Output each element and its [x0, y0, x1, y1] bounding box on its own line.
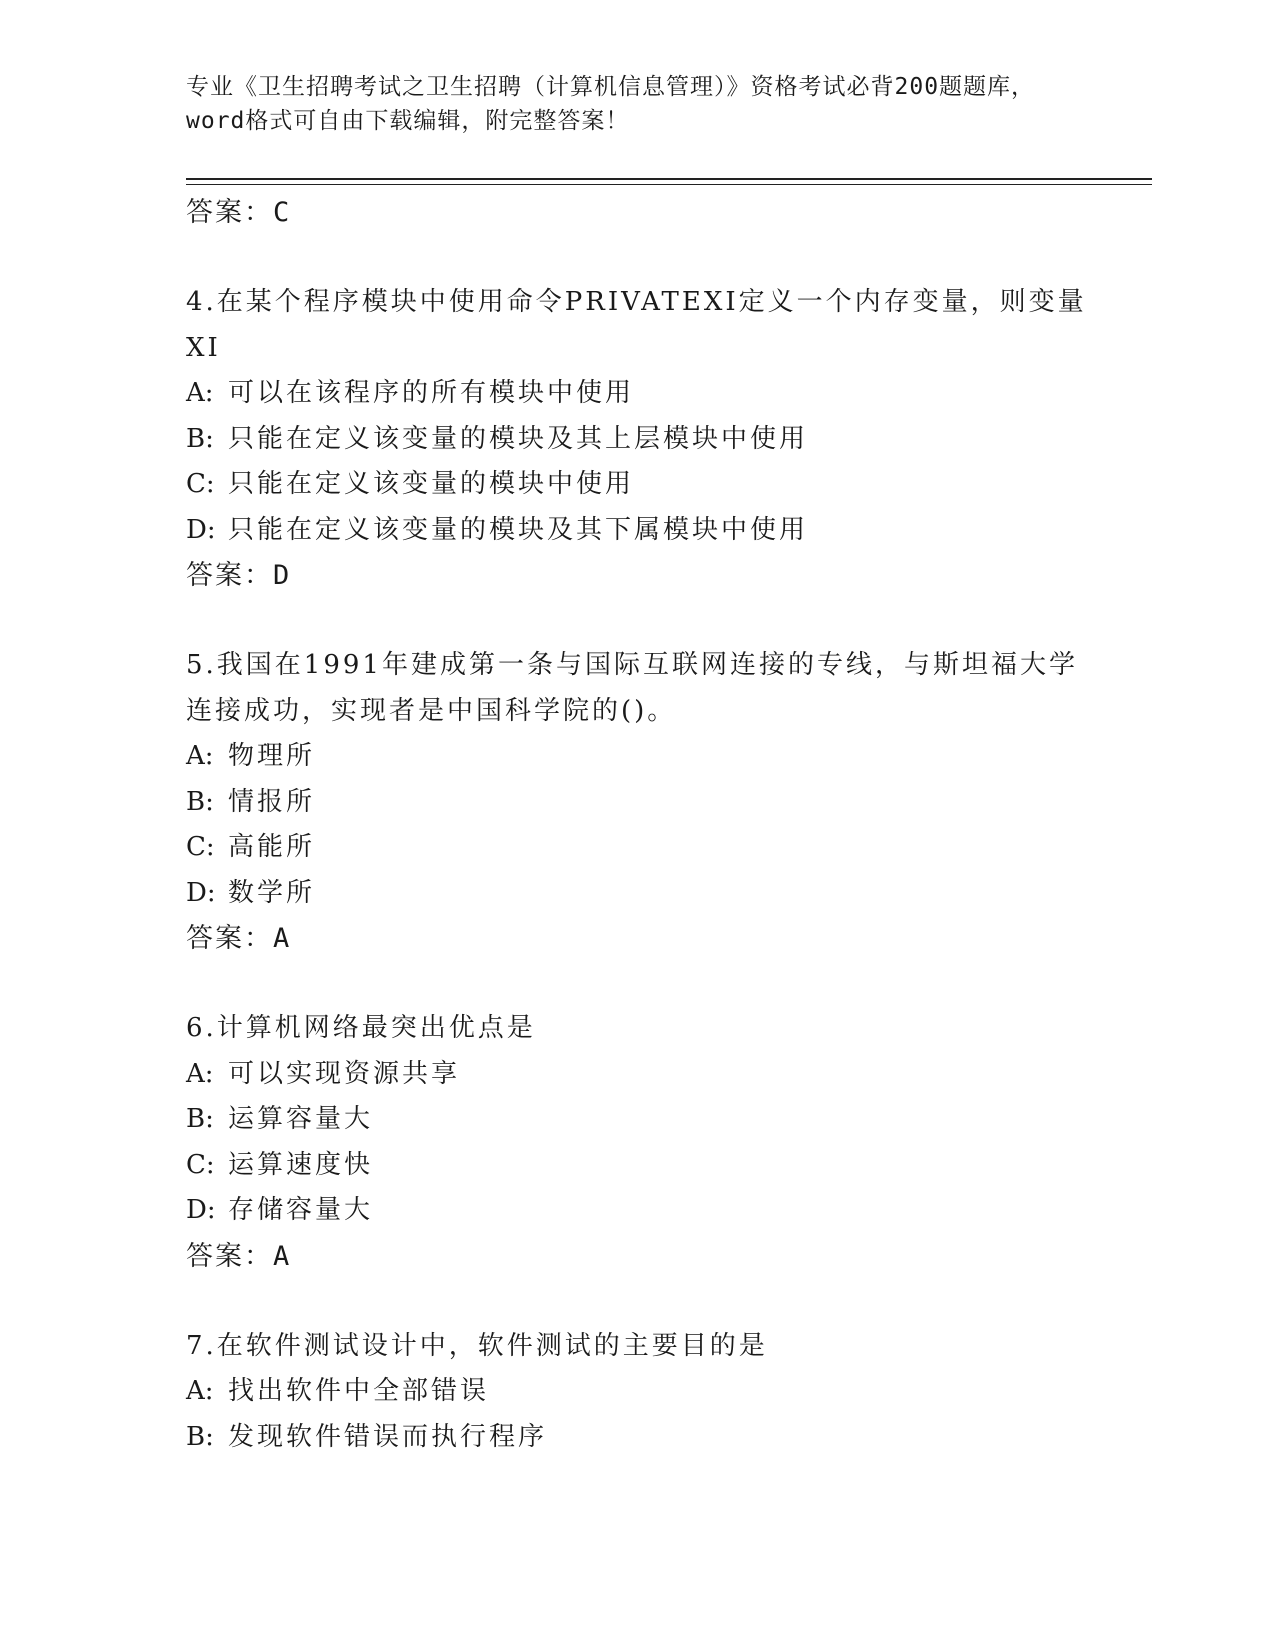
option-d — [186, 508, 1146, 554]
option-a — [186, 1052, 1146, 1098]
option-key: A: — [186, 1058, 214, 1089]
question-gap — [186, 1280, 1146, 1324]
option-text: 只能在定义该变量的模块中使用 — [228, 469, 635, 499]
option-key: C: — [186, 1149, 215, 1180]
option-key: A: — [186, 378, 214, 408]
option-text: 物理所 — [228, 741, 316, 771]
option-text: 高能所 — [228, 832, 316, 862]
option-c — [186, 1143, 1146, 1189]
answer-line — [186, 916, 1146, 962]
answer-value: D — [273, 560, 292, 591]
header-line-2: word格式可自由下载编辑，附完整答案！ — [186, 108, 630, 134]
answer-line — [186, 553, 1146, 599]
option-text: 运算速度快 — [228, 1149, 374, 1180]
option-key: B: — [186, 1421, 214, 1452]
question-list — [186, 190, 1146, 1460]
header-rule-thin — [186, 184, 1152, 185]
option-key: A: — [186, 741, 214, 771]
option-text: 可以实现资源共享 — [228, 1058, 461, 1089]
answer-line — [186, 1234, 1146, 1280]
option-d — [186, 1188, 1146, 1234]
option-key: C: — [186, 469, 215, 499]
answer-label: 答案： — [186, 197, 273, 228]
option-b — [186, 417, 1146, 463]
option-b — [186, 780, 1146, 826]
option-key: D: — [186, 514, 216, 545]
option-key: B: — [186, 786, 214, 817]
question-5 — [186, 643, 1146, 962]
option-text: 找出软件中全部错误 — [228, 1376, 490, 1406]
question-text-line: XI — [186, 332, 221, 363]
option-key: C: — [186, 832, 215, 862]
question-gap — [186, 962, 1146, 1006]
answer-value: C — [273, 197, 292, 228]
answer-label: 答案： — [186, 923, 273, 954]
question-text-line: 6.计算机网络最突出优点是 — [186, 1013, 536, 1043]
answer-value: A — [273, 1240, 292, 1272]
option-a — [186, 734, 1146, 780]
header-rule-thick — [186, 178, 1152, 180]
question-text-line: 4.在某个程序模块中使用命令PRIVATEXI定义一个内存变量，则变量 — [186, 287, 1087, 317]
answer-label: 答案： — [186, 1240, 273, 1272]
question-gap — [186, 236, 1146, 280]
header-line-1: 专业《卫生招聘考试之卫生招聘（计算机信息管理）》资格考试必背200题题库， — [186, 74, 1036, 100]
option-text: 可以在该程序的所有模块中使用 — [228, 378, 635, 408]
answer-label: 答案： — [186, 560, 273, 591]
option-text: 数学所 — [228, 877, 316, 908]
question-6 — [186, 1006, 1146, 1280]
answer-value: A — [273, 923, 292, 954]
option-c — [186, 825, 1146, 871]
option-a — [186, 1369, 1146, 1415]
option-d — [186, 871, 1146, 917]
option-key: D: — [186, 877, 216, 908]
option-text: 只能在定义该变量的模块及其上层模块中使用 — [228, 423, 809, 454]
question-text-line: 连接成功，实现者是中国科学院的()。 — [186, 695, 677, 726]
answer-line — [186, 190, 1146, 236]
option-c — [186, 462, 1146, 508]
option-text: 发现软件错误而执行程序 — [228, 1421, 548, 1452]
option-key: A: — [186, 1376, 214, 1406]
option-text: 运算容量大 — [228, 1104, 374, 1134]
document-header — [186, 70, 1086, 138]
question-4 — [186, 280, 1146, 599]
option-key: D: — [186, 1195, 216, 1225]
option-text: 只能在定义该变量的模块及其下属模块中使用 — [228, 514, 809, 545]
question-7 — [186, 1324, 1146, 1461]
question-text-line: 5.我国在1991年建成第一条与国际互联网连接的专线，与斯坦福大学 — [186, 650, 1078, 680]
question-gap — [186, 599, 1146, 643]
questions-container — [186, 236, 1146, 1460]
option-key: B: — [186, 423, 214, 454]
option-key: B: — [186, 1104, 214, 1134]
option-a — [186, 371, 1146, 417]
option-b — [186, 1415, 1146, 1461]
option-text: 存储容量大 — [228, 1195, 374, 1225]
question-text-line: 7.在软件测试设计中，软件测试的主要目的是 — [186, 1330, 768, 1361]
option-text: 情报所 — [228, 786, 316, 817]
option-b — [186, 1097, 1146, 1143]
